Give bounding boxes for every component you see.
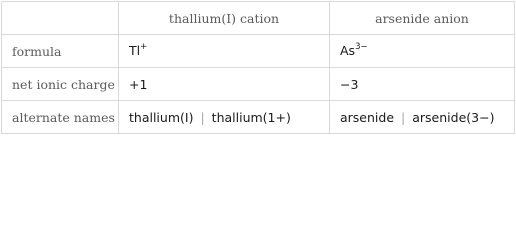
cation-formula-charge: +	[140, 42, 148, 53]
column-header-cation: thallium(I) cation	[119, 2, 330, 35]
anion-name-2: arsenide(3−)	[412, 109, 495, 125]
header-row	[2, 2, 515, 35]
corner-cell	[2, 2, 119, 35]
anion-name-1: arsenide	[340, 109, 395, 125]
row-label-names: alternate names	[2, 101, 119, 134]
cation-name-2: thallium(1+)	[211, 109, 291, 125]
cation-names-cell	[119, 101, 330, 134]
column-header-anion: arsenide anion	[330, 2, 515, 35]
cation-charge-cell: +1	[119, 68, 330, 101]
anion-formula-cell	[330, 35, 515, 68]
cation-name-1: thallium(I)	[129, 109, 194, 125]
table-row-names	[2, 101, 515, 134]
anion-charge-cell: −3	[330, 68, 515, 101]
cation-formula-cell	[119, 35, 330, 68]
properties-table	[1, 1, 515, 134]
anion-formula-charge: 3−	[355, 42, 368, 53]
cation-formula-base: Tl	[129, 43, 141, 59]
name-separator: |	[401, 109, 406, 125]
anion-formula-base: As	[340, 43, 356, 59]
name-separator: |	[200, 109, 205, 125]
anion-names-cell	[330, 101, 515, 134]
table-row-charge	[2, 68, 515, 101]
row-label-charge: net ionic charge	[2, 68, 119, 101]
row-label-formula: formula	[2, 35, 119, 68]
table-row-formula	[2, 35, 515, 68]
